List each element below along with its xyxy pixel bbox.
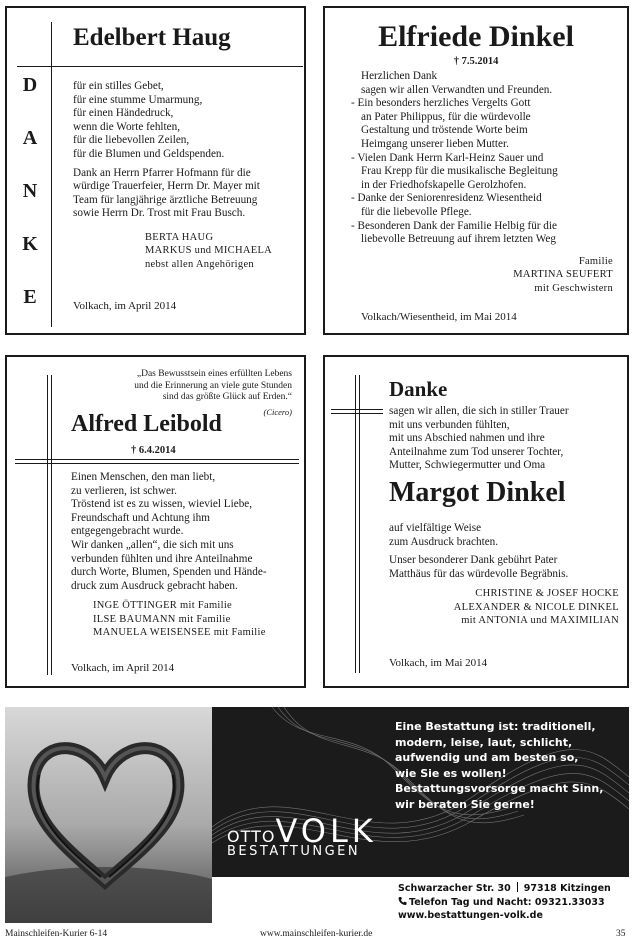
signature-line: MARTINA SEUFERT <box>513 269 613 281</box>
text-line: Matthäus für das würdevolle Begräbnis. <box>389 567 569 580</box>
website[interactable]: www.bestattungen-volk.de <box>398 910 543 921</box>
signature-line: MARKUS und MICHAELA <box>145 245 273 257</box>
death-date: † 6.4.2014 <box>131 445 176 456</box>
signature-line: ALEXANDER & NICOLE DINKEL <box>453 601 619 613</box>
text-line: Heimgang unserer lieben Mutter. <box>361 137 509 150</box>
text-line: - Ein besonders herzliches Vergelts Gott <box>351 97 531 110</box>
cicero-quote <box>62 369 292 404</box>
text-line: zum Ausdruck brachten. <box>389 535 499 548</box>
deceased-name: Edelbert Haug <box>73 24 231 51</box>
contact-info <box>212 877 629 923</box>
text-line: für die liebevolle Pflege. <box>361 205 472 218</box>
obituary-elfriede-dinkel <box>323 6 629 335</box>
text-line: - Besonderen Dank der Familie Helbig für die <box>351 219 557 232</box>
thanks-item <box>351 192 623 219</box>
footer-website[interactable]: www.mainschleifen-kurier.de <box>260 929 373 939</box>
place-date: Volkach, im April 2014 <box>71 662 175 674</box>
death-date: † 7.5.2014 <box>453 56 499 67</box>
danke-letter: A <box>22 127 38 149</box>
signature-block <box>389 587 619 628</box>
thanks-item <box>351 220 623 247</box>
signature-block <box>93 599 299 640</box>
funeral-home-advertisement <box>5 707 629 923</box>
deceased-name: Elfriede Dinkel <box>378 20 574 53</box>
slogan-line: Bestattungsvorsorge macht Sinn, <box>395 782 604 795</box>
text-line: würdige Trauerfeier, Herrn Dr. Mayer mit <box>73 180 260 193</box>
text-line: für die Blumen und Geldspenden. <box>73 147 225 160</box>
text-line: für einen Händedruck, <box>73 107 174 120</box>
text-line: Dank an Herrn Pfarrer Hofmann für die <box>73 166 251 179</box>
quote-line: „Das Bewusstsein eines erfüllten Lebens <box>136 369 292 379</box>
cross-horizontal-line <box>331 413 383 414</box>
quote-line: und die Erinnerung an viele gute Stunden <box>134 380 292 391</box>
danke-letter: D <box>22 74 38 96</box>
phone-line <box>398 896 629 910</box>
ad-slogan <box>395 719 627 812</box>
place-date: Volkach, im April 2014 <box>73 300 177 312</box>
signature-line: INGE ÖTTINGER mit Familie <box>93 600 233 612</box>
street-address: Schwarzacher Str. 30 <box>398 883 511 894</box>
text-line: sowie Herrn Dr. Trost mit Frau Busch. <box>73 207 246 220</box>
address-line <box>398 882 629 896</box>
thanks-item <box>351 97 623 151</box>
footer-publication: Mainschleifen-Kurier 6-14 <box>5 929 108 939</box>
thanks-text <box>73 80 301 271</box>
thanks-text <box>71 471 299 640</box>
text-line: zu verlieren, ist schwer. <box>71 484 177 497</box>
text-line: - Vielen Dank Herrn Karl-Heinz Sauer und <box>351 151 544 164</box>
heart-photo <box>5 707 212 923</box>
text-line: verbunden fühlten und ihre Anteilnahme <box>71 552 253 565</box>
text-line: wenn die Worte fehlten, <box>73 120 181 133</box>
cross-horizontal-line <box>17 66 303 67</box>
text-line: entgegengebracht wurde. <box>71 525 184 538</box>
phone-number: Telefon Tag und Nacht: 09321.33033 <box>409 896 605 908</box>
danke-heading: Danke <box>389 377 448 401</box>
cross-vertical-line <box>51 375 52 675</box>
signature-line: ILSE BAUMANN mit Familie <box>93 613 231 625</box>
logo-volk: VOLK <box>275 812 377 850</box>
text-line: auf vielfältige Weise <box>389 522 482 534</box>
separator <box>517 882 518 892</box>
phone-icon <box>398 896 407 906</box>
text-line: Frau Krepp für die musikalische Begleitung <box>361 165 558 178</box>
cross-horizontal-line <box>331 409 383 410</box>
danke-vertical-word <box>17 72 43 335</box>
text-line: Freundschaft und Achtung ihm <box>71 511 210 524</box>
city: 97318 Kitzingen <box>523 883 611 894</box>
text-line: Mutter, Schwiegermutter und Oma <box>389 459 546 472</box>
text-line: Anteilnahme zum Tod unserer Tochter, <box>389 445 564 458</box>
signature-line: Familie <box>578 255 613 267</box>
thanks-paragraph <box>389 554 619 581</box>
slogan-line: Eine Bestattung ist: traditionell, <box>395 720 596 733</box>
signature-line: mit ANTONIA und MAXIMILIAN <box>461 615 619 627</box>
text-line: Herzlichen Dank <box>361 70 438 82</box>
obituary-alfred-leibold <box>5 355 306 688</box>
danke-letter: K <box>22 233 38 255</box>
otto-volk-logo <box>227 812 377 859</box>
text-line: in der Friedhofskapelle Gerolzhofen. <box>361 178 527 191</box>
quote-citation: (Cicero) <box>263 407 292 417</box>
text-line: - Danke der Seniorenresidenz Wiesentheid <box>351 192 542 205</box>
signature-block <box>145 231 301 272</box>
quote-line: sind das größte Glück auf Erden.“ <box>162 392 292 402</box>
cross-vertical-line <box>51 22 52 327</box>
slogan-line: wir beraten Sie gerne! <box>395 797 535 811</box>
text-line: sagen wir allen, die sich in stiller Trauer <box>389 405 569 417</box>
text-line: für ein stilles Gebet, <box>73 80 164 92</box>
signature-line: MANUELA WEISENSEE mit Familie <box>93 627 266 639</box>
thanks-item <box>351 152 623 193</box>
signature-line: BERTA HAUG <box>145 231 214 243</box>
cross-horizontal-line <box>15 459 299 460</box>
place-date: Volkach/Wiesentheid, im Mai 2014 <box>361 311 517 323</box>
text-line: liebevolle Betreuung auf ihrem letzten Weg <box>361 233 556 246</box>
text-line: Tröstend ist es zu wissen, wieviel Liebe, <box>71 498 253 511</box>
signature-line: nebst allen Angehörigen <box>145 258 254 270</box>
text-line: mit uns verbunden fühlten, <box>389 418 510 431</box>
thanks-text <box>389 405 619 473</box>
text-line: sagen wir allen Verwandten und Freunden. <box>361 83 553 96</box>
text-line: durch Worte, Blumen, Spenden und Hände- <box>71 566 267 579</box>
text-line: an Pater Philippus, für die würdevolle <box>361 110 531 123</box>
text-line: Team für langjährige ärztliche Betreuung <box>73 193 258 206</box>
signature-line: mit Geschwistern <box>534 282 613 294</box>
danke-letter: N <box>22 180 38 202</box>
logo-bestattungen: BESTATTUNGEN <box>227 844 361 859</box>
obituary-margot-dinkel <box>323 355 629 688</box>
danke-letter: E <box>23 286 37 308</box>
text-line: mit uns Abschied nahmen und ihre <box>389 432 545 445</box>
text-line: Unser besonderer Dank gebührt Pater <box>389 554 558 567</box>
signature-block <box>351 255 623 296</box>
cross-vertical-line <box>355 375 356 673</box>
footer-page-number: 35 <box>616 929 626 939</box>
text-line: für eine stumme Umarmung, <box>73 93 203 106</box>
text-line: Wir danken „allen“, die sich mit uns <box>71 538 234 551</box>
logo-otto: OTTO <box>227 827 276 846</box>
text-line: für die liebevollen Zeilen, <box>73 134 190 147</box>
twig-heart-image <box>5 707 212 923</box>
cross-vertical-line <box>47 375 48 675</box>
deceased-name: Alfred Leibold <box>71 411 222 437</box>
thanks-paragraph <box>71 471 299 593</box>
slogan-line: modern, leise, laut, schlicht, <box>395 735 573 749</box>
text-line: Einen Menschen, den man liebt, <box>71 471 216 483</box>
place-date: Volkach, im Mai 2014 <box>389 657 488 669</box>
thanks-text <box>389 522 619 628</box>
thanks-paragraph <box>73 167 301 221</box>
cross-vertical-line <box>359 375 360 673</box>
slogan-line: aufwendig und am besten so, <box>395 751 579 764</box>
cross-horizontal-line <box>15 463 299 464</box>
thanks-text <box>351 70 623 295</box>
signature-line: CHRISTINE & JOSEF HOCKE <box>475 588 619 600</box>
slogan-line: wie Sie es wollen! <box>395 766 507 780</box>
thanks-paragraph <box>73 80 301 162</box>
deceased-name: Margot Dinkel <box>389 477 566 508</box>
text-line: druck zum Ausdruck gebracht haben. <box>71 579 238 592</box>
obituary-edelbert-haug <box>5 6 306 335</box>
text-line: Gestaltung und tröstende Worte beim <box>361 124 528 137</box>
thanks-paragraph <box>389 522 619 549</box>
